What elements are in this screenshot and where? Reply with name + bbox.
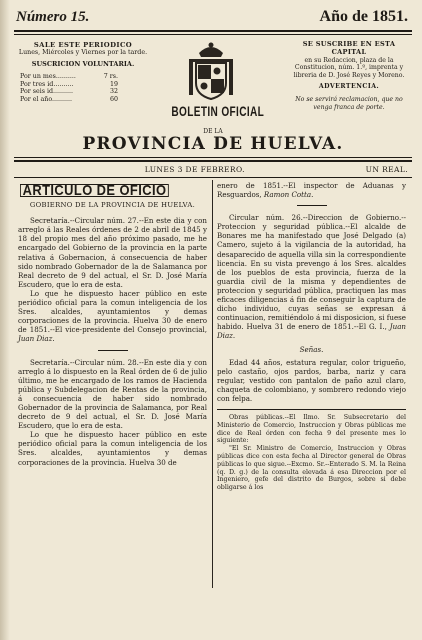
right-column <box>213 178 411 588</box>
price-row <box>20 96 118 104</box>
issue-date: LUNES 3 DE FEBRERO. <box>144 165 245 174</box>
advertencia-label: ADVERTENCIA. <box>318 82 380 90</box>
signature: Ramon Cotta. <box>263 190 314 200</box>
subscription-label: SUSCRICION VOLUNTARIA. <box>31 60 135 68</box>
publication-days: Lunes, Miércoles y Viernes por la tarde. <box>18 49 148 56</box>
article-columns <box>14 178 412 588</box>
left-column <box>14 178 212 588</box>
coat-of-arms-icon <box>184 39 238 103</box>
paragraph: Lo que he dispuesto hacer público en este periódico oficial para la comun inteligencia de los Sres. alcaldes, ayuntamientos y demas corporaciones de la provincia. Huelva 30 de <box>18 430 207 467</box>
issue-header <box>10 0 416 28</box>
paragraph <box>217 181 406 199</box>
paragraph <box>217 213 406 340</box>
paragraph-text: Circular núm. 26.--Direccion de Gobierno.--Proteccion y seguridad pública.--El alcalde de Bonares me ha manifestado que José Delgado (a) Camero, sujeto á la vigilancia de la autoridad, ha desaparecido de aquella villa sin la correspondiente licencia. En su vista prevengo á los Sres. alcaldes de los pueblos de esta provincia, fuerza de la guardia civil de la misma y dependientes de proteccion y seguridad pública, practiquen las mas eficaces diligencias á fin de conseguir la captura de dicho individuo, cuyas señas se expresan á continuacion, remitiéndolo á mi disposicion, si fuese habido. Huelva 31 de enero de 1851.--El G. I., <box>217 213 406 332</box>
article-title-box: ARTICULO DE OFICIO <box>20 184 169 197</box>
publication-info <box>14 41 152 103</box>
subscription-address: en su Redaccion, plaza de la Constitucion, núm. 1.º, imprenta y libreria de D. José Reyes y Moreno. <box>293 56 405 80</box>
separator <box>217 409 406 410</box>
paragraph <box>18 289 207 344</box>
price-value: 60 <box>109 95 118 103</box>
paragraph: Secretaría.--Circular núm. 27.--En este dia y con arreglo á las Reales órdenes de 2 de abril de 1845 y 18 del propio mes del año próximo pasado, me he encargado del Gobierno de la provincia en la parte relativa á Gobernacion, á consecuencia de haber sido nombrado Gobernador de la de Salamanca por Real decreto de 9 del actual, el Sr. D. José María Escudero, que lo era de esta. <box>18 216 207 289</box>
price-value: 19 <box>109 80 118 88</box>
price-label: Por seis id.......... <box>20 88 74 96</box>
price-row <box>20 73 118 81</box>
section-heading: GOBIERNO DE LA PROVINCIA DE HUELVA. <box>29 201 196 210</box>
title-boletin-oficial: BOLETIN OFICIAL <box>171 103 265 119</box>
price-value: 32 <box>109 88 118 96</box>
signature: Juan Diaz. <box>217 322 406 341</box>
price-label: Por un mes.......... <box>20 73 76 80</box>
price-value: 7 rs. <box>103 73 118 80</box>
issue-number: Número 15. <box>16 9 90 25</box>
price-list <box>14 73 152 103</box>
masthead <box>14 35 412 153</box>
title-de-la: DE LA <box>203 128 223 135</box>
price-label: Por tres id.......... <box>20 80 74 88</box>
subscription-info <box>286 41 412 111</box>
paragraph: Obras públicas.--El Ilmo. Sr. Subsecretario del Ministerio de Comercio, Instruccion y Obras públicas me dice de Real órden con fecha 9 del presente mes lo siguiente: <box>217 414 406 445</box>
paragraph: "El Sr. Ministro de Comercio, Instruccion y Obras públicas dice con esta fecha al Director general de Obras públicas lo que sigue.--Excmo. Sr.--Enterado S. M. la Reina (q. D. g.) de la consulta elevada á esa Direccion por el Ingeniero, gefe del distrito de Burgos, sobre si debe obligarse á los <box>217 445 406 492</box>
publication-heading: SALE ESTE PERIODICO <box>33 41 133 49</box>
signature: Juan Diaz. <box>18 334 55 344</box>
paragraph-text: enero de 1851.--El inspector de Aduanas y Resguardos, <box>217 181 406 200</box>
separator <box>98 350 128 351</box>
paragraph-text: Lo que he dispuesto hacer público en este periódico oficial para la comun inteligencia de los Sres. alcaldes, ayuntamientos y demas corporaciones de la provincia. Huelva 30 de enero de 1851.--El vice-presidente del Consejo provincial, <box>18 288 207 335</box>
issue-price: UN REAL. <box>365 165 408 174</box>
price-row <box>20 88 118 96</box>
dateline <box>10 162 416 177</box>
subscription-heading: SE SUSCRIBE EN ESTA CAPITAL <box>302 40 396 56</box>
paragraph: Secretaría.--Circular núm. 28.--En este dia y con arreglo á lo dispuesto en la Real órden de 6 de julio último, me he encargado de los ramos de Hacienda pública y Subdelegacion de Rentas de la provincia, á consecuencia de haber sido nombrado Gobernador de la provincia de Salamanca, por Real decreto de 9 del actual, el Sr. D. José María Escudero, que lo era de esta. <box>18 357 207 431</box>
title-provincia: PROVINCIA DE HUELVA. <box>82 134 344 154</box>
price-label: Por el año.......... <box>20 95 73 103</box>
price-row <box>20 81 118 89</box>
advertencia-note: No se servirá reclamacion, que no venga franca de porte. <box>295 95 403 111</box>
separator <box>297 205 327 206</box>
issue-year: Año de 1851. <box>319 8 408 25</box>
senas-heading: Señas. <box>299 344 324 354</box>
paragraph: Edad 44 años, estatura regular, color trigueño, pelo castaño, ojos pardos, barba, nariz y cara regular, vestido con pantalon de paño azul claro, chaqueta de colombiano, y sombrero redondo viejo con felpa. <box>217 357 406 403</box>
